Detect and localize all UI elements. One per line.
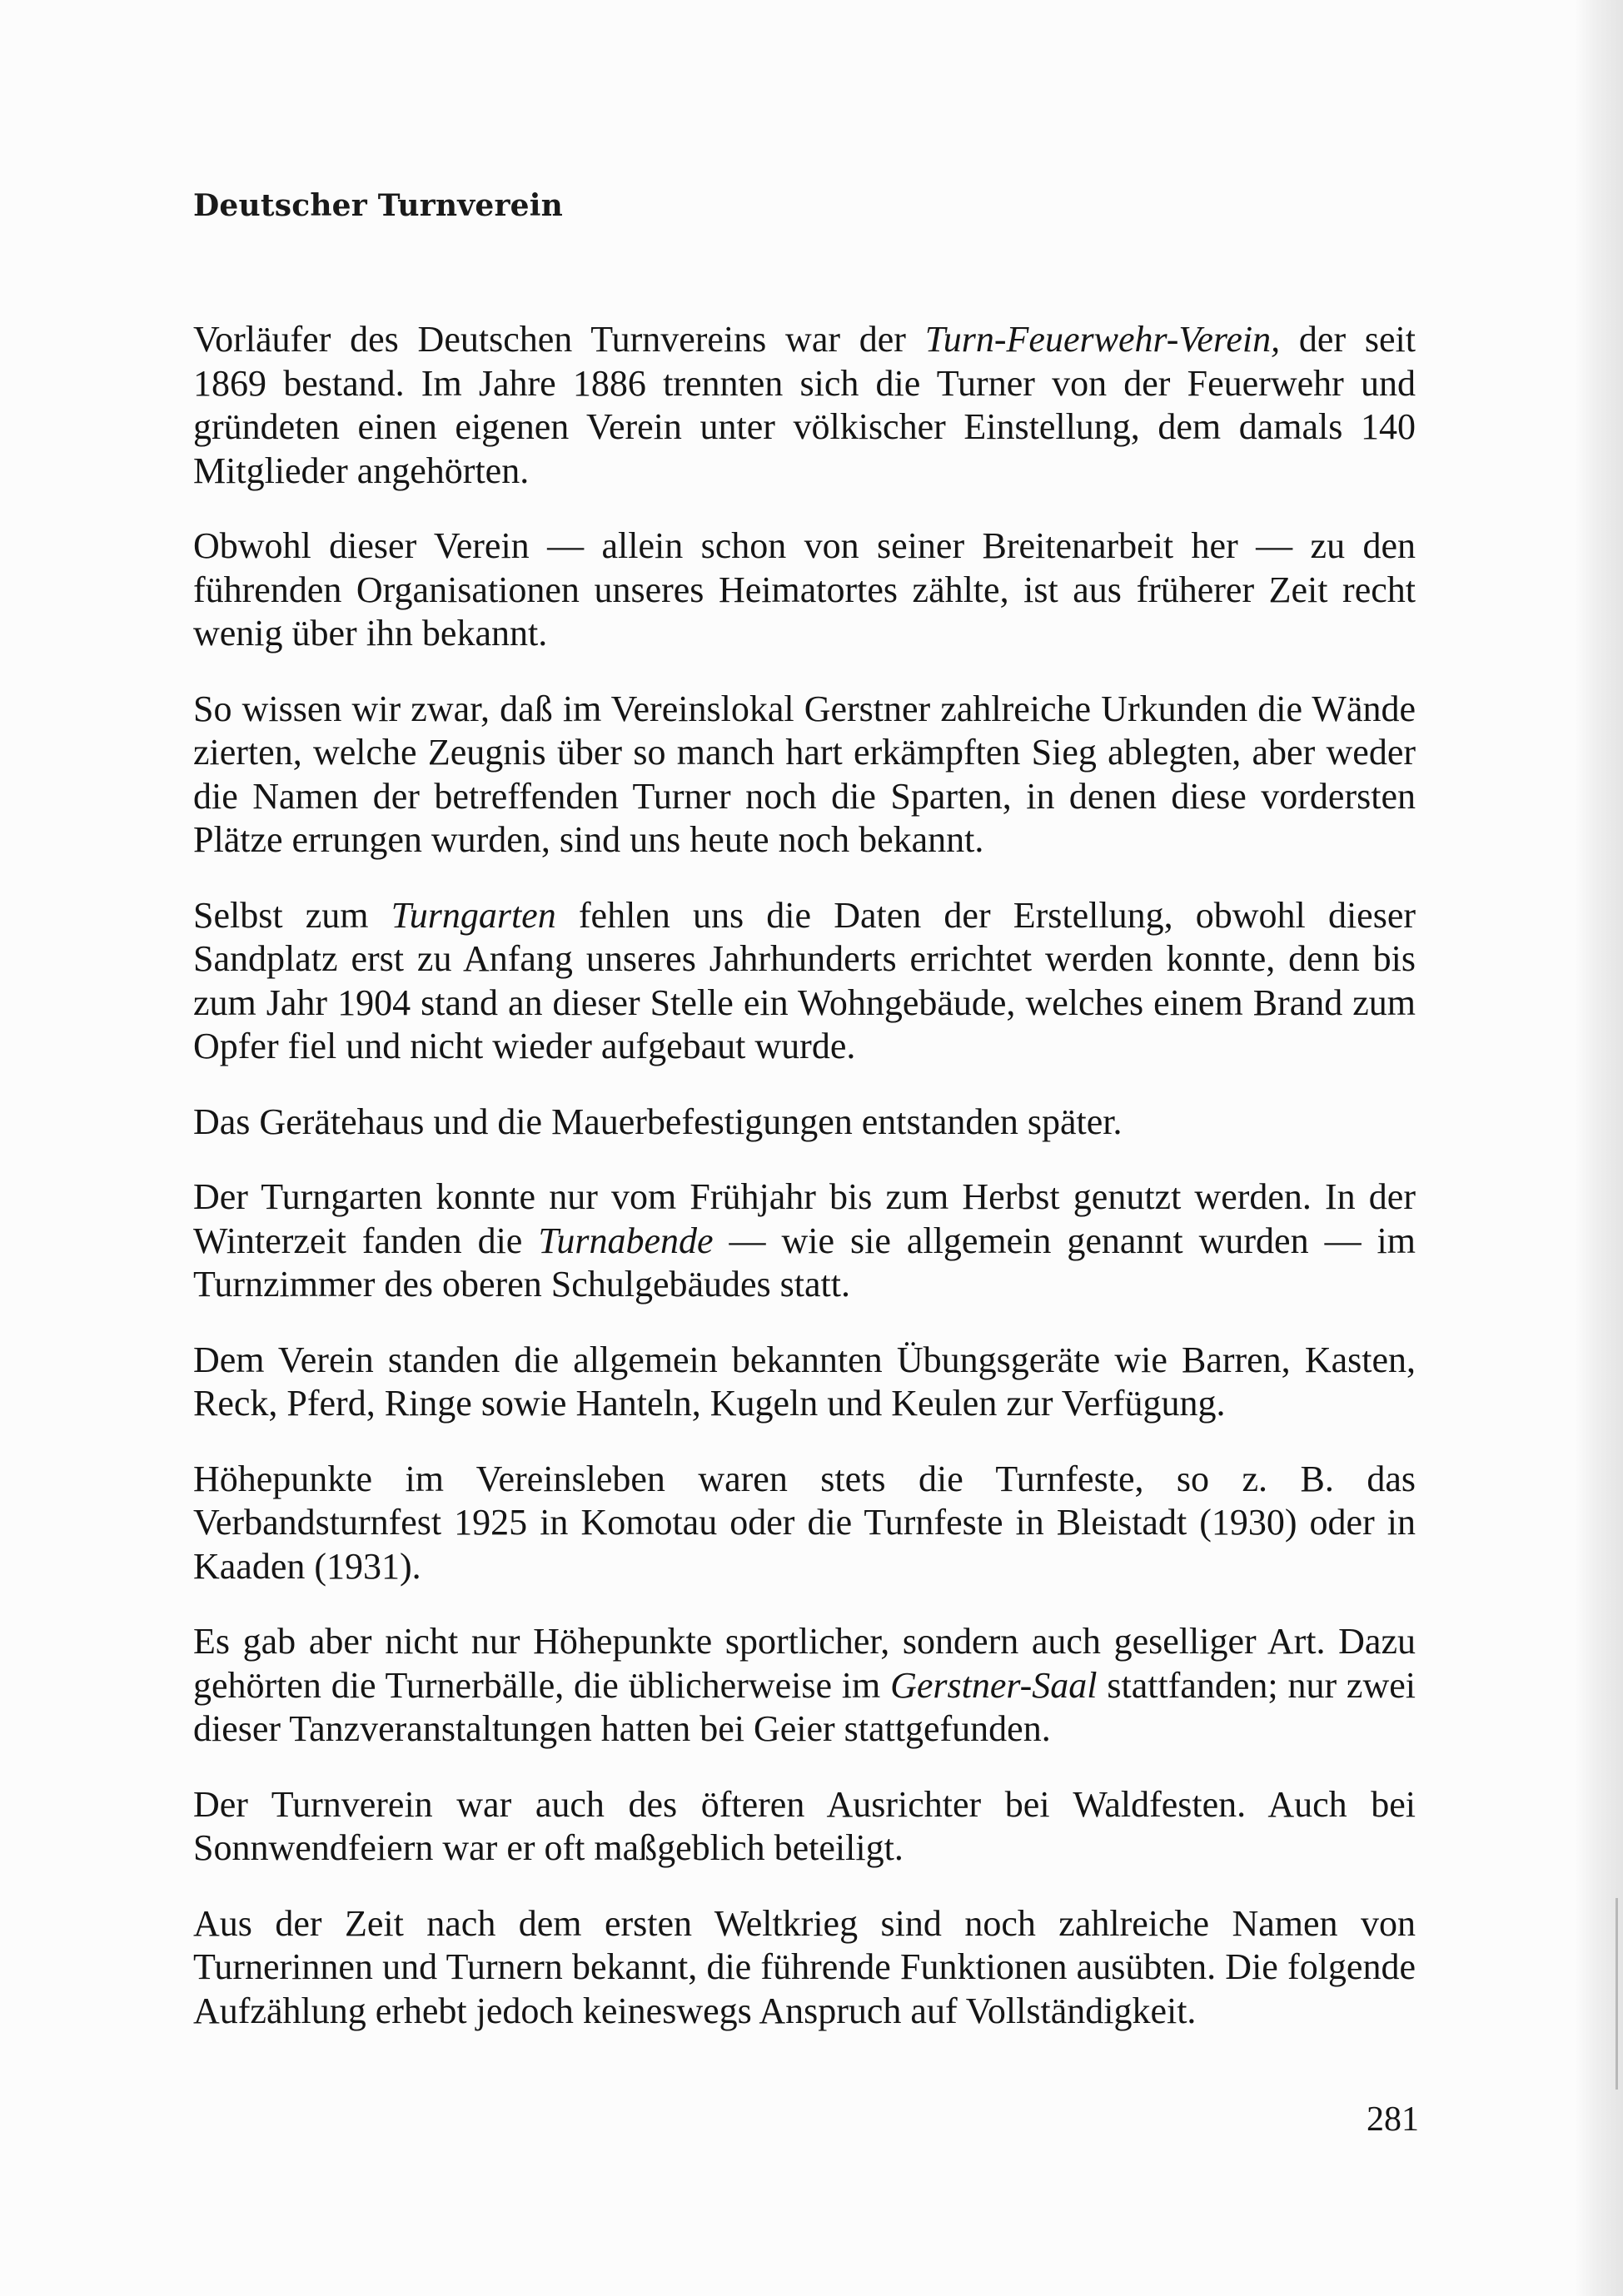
body-text (193, 318, 1416, 2065)
paragraph-6-text-a: Der Turngarten konnte nur vom Frühjahr bis zum Herbst genutzt werden. In der Winterzeit fanden die (193, 1176, 1416, 1261)
paragraph-1-text-c: der seit 1869 bestand. Im Jahre 1886 trennten sich die Turner von der Feuerwehr und gründeten einen eigenen Verein unter völkischer Einstellung, dem damals 140 Mitglieder angehörten. (193, 319, 1416, 491)
paragraph-2: Obwohl dieser Verein — allein schon von seiner Breitenarbeit her — zu den führenden Organisationen unseres Heimatortes zählte, ist aus früherer Zeit recht wenig über ihn bekannt. (193, 525, 1416, 654)
paragraph-4 (193, 894, 1416, 1069)
paragraph-9 (193, 1620, 1416, 1752)
paragraph-1-text-a: Vorläufer des Deutschen Turnvereins war der (193, 319, 925, 360)
paragraph-11: Aus der Zeit nach dem ersten Weltkrieg sind noch zahlreiche Namen von Turnerinnen und Turnern bekannt, die führende Funktionen ausübten. Die folgende Aufzählung erhebt jedoch keineswegs Anspruch auf Vollständigkeit. (193, 1902, 1416, 2031)
page-number: 281 (1367, 2100, 1419, 2139)
paragraph-9-text-a: Es gab aber nicht nur Höhepunkte sportlicher, sondern auch geselliger Art. Dazu gehörten die Turnerbälle, die üblicherweise im (193, 1621, 1416, 1706)
paragraph-1 (193, 318, 1416, 493)
paragraph-7: Dem Verein standen die allgemein bekannten Übungsgeräte wie Barren, Kasten, Reck, Pferd, Ringe sowie Hanteln, Kugeln und Keulen zur Verfügung. (193, 1339, 1416, 1424)
section-heading: Deutscher Turnverein (193, 188, 564, 223)
paragraph-4-text-a: Selbst zum (193, 894, 391, 936)
paragraph-5: Das Gerätehaus und die Mauerbefestigungen entstanden später. (193, 1101, 1123, 1142)
paragraph-3: So wissen wir zwar, daß im Vereinslokal Gerstner zahlreiche Urkunden die Wände zierten, welche Zeugnis über so manch hart erkämpften Sieg ablegten, aber weder die Namen der betreffenden Turner noch die Sparten, in denen diese vordersten Plätze errungen wurden, sind uns heute noch bekannt. (193, 688, 1416, 860)
page-edge-mark (1616, 1898, 1618, 2090)
paragraph-6-text-c: — wie sie allgemein genannt wurden — im Turnzimmer des oberen Schulgebäudes statt. (193, 1220, 1416, 1305)
paragraph-1-italic-term: Turn-Feuerwehr-Verein, (924, 319, 1281, 360)
paragraph-9-italic-term: Gerstner-Saal (890, 1664, 1098, 1706)
paragraph-9-text-c: stattfanden; nur zwei dieser Tanzveranstaltungen hatten bei Geier stattgefunden. (193, 1664, 1416, 1749)
paragraph-4-text-c: fehlen uns die Daten der Erstellung, obwohl dieser Sandplatz erst zu Anfang unseres Jahrhunderts errichtet werden konnte, denn bis zum Jahr 1904 stand an dieser Stelle ein Wohngebäude, welches einem Brand zum Opfer fiel und nicht wieder aufgebaut wurde. (193, 894, 1416, 1066)
paragraph-10: Der Turnverein war auch des öfteren Ausrichter bei Waldfesten. Auch bei Sonnwendfeiern war er oft maßgeblich beteiligt. (193, 1783, 1416, 1868)
paragraph-6 (193, 1175, 1416, 1307)
paragraph-6-italic-term: Turnabende (538, 1220, 714, 1261)
paragraph-4-italic-term: Turngarten (391, 894, 556, 936)
paragraph-8: Höhepunkte im Vereinsleben waren stets die Turnfeste, so z. B. das Verbandsturnfest 1925 in Komotau oder die Turnfeste in Bleistadt (1930) oder in Kaaden (1931). (193, 1458, 1416, 1587)
